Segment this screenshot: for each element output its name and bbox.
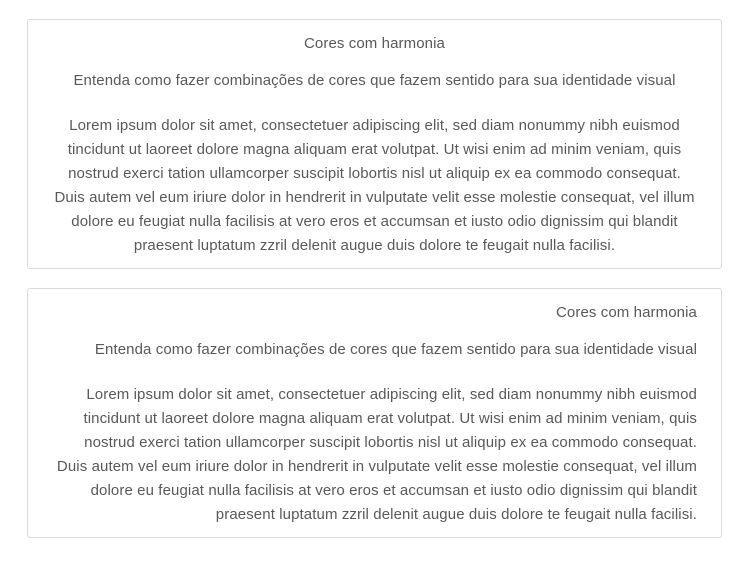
card-subtitle: Entenda como fazer combinações de cores que fazem sentido para sua identidade visual: [94, 341, 697, 358]
card-subtitle: Entenda como fazer combinações de cores que fazem sentido para sua identidade visual: [73, 72, 676, 89]
card-body-text: Lorem ipsum dolor sit amet, consectetuer adipiscing elit, sed diam nonummy nibh euismod tincidunt ut laoreet dolore magna aliquam erat volutpat. Ut wisi enim ad minim veniam, quis nostrud exerci tation ullamcorper suscipit lobortis nisl ut aliquip ex ea commodo consequat. Duis autem vel eum iriure dolor in hendrerit in vulputate velit esse molestie consequat, vel illum dolore eu feugiat nulla facilisis at vero eros et accumsan et iusto odio dignissim qui blandit praesent luptatum zzril delenit augue duis dolore te feugait nulla facilisi.: [56, 386, 697, 523]
card-centered: [27, 19, 722, 269]
card-title: Cores com harmonia: [303, 35, 446, 52]
card-body-text: Lorem ipsum dolor sit amet, consectetuer adipiscing elit, sed diam nonummy nibh euismod tincidunt ut laoreet dolore magna aliquam erat volutpat. Ut wisi enim ad minim veniam, quis nostrud exerci tation ullamcorper suscipit lobortis nisl ut aliquip ex ea commodo consequat. Duis autem vel eum iriure dolor in hendrerit in vulputate velit esse molestie consequat, vel illum dolore eu feugiat nulla facilisis at vero eros et accumsan et iusto odio dignissim qui blandit praesent luptatum zzril delenit augue duis dolore te feugait nulla facilisi.: [54, 117, 695, 254]
card-title: Cores com harmonia: [555, 304, 697, 321]
card-right-aligned: [27, 288, 722, 538]
